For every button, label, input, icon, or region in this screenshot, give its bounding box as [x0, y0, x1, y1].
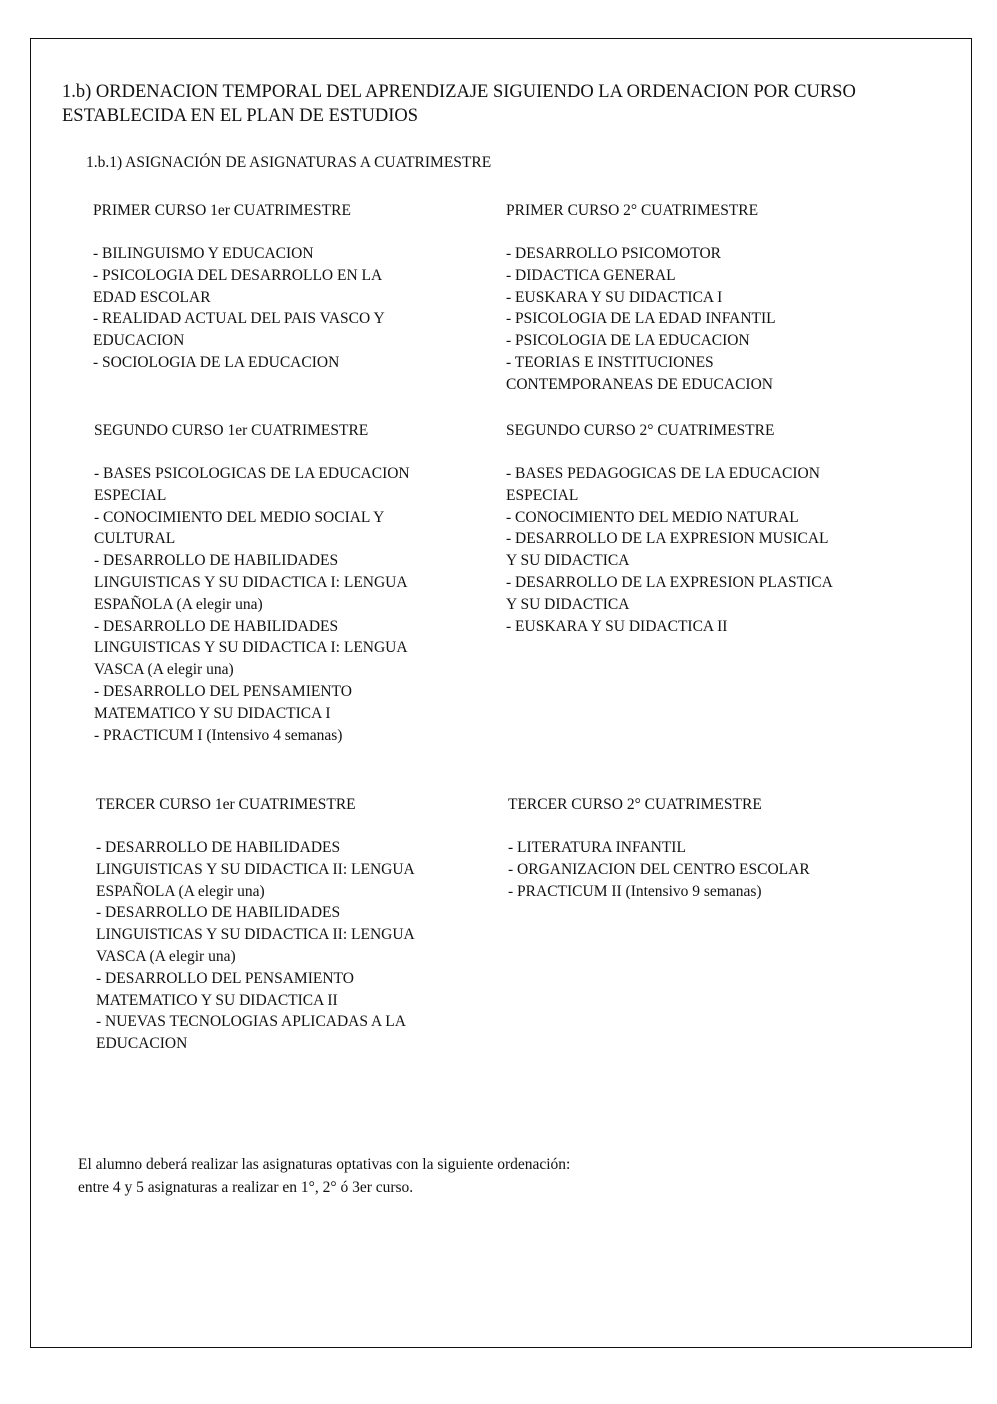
- heading-segundo-curso-1: SEGUNDO CURSO 1er CUATRIMESTRE: [94, 422, 369, 439]
- heading-tercer-curso-2: TERCER CURSO 2° CUATRIMESTRE: [508, 796, 762, 813]
- list-tercer-curso-1: - DESARROLLO DE HABILIDADES LINGUISTICAS Y SU DIDACTICA II: LENGUA ESPAÑOLA (A elegir una) - DESARROLLO DE HABILIDADES LINGUISTICAS Y SU DIDACTICA II: LENGUA VASCA (A elegir una) - DESARROLLO DEL PENSAMIENTO MATEMATICO Y SU DIDACTICA II - NUEVAS TECNOLOGIAS APLICADAS A LA EDUCACION: [96, 839, 415, 1053]
- section-subtitle: 1.b.1) ASIGNACIÓN DE ASIGNATURAS A CUATRIMESTRE: [86, 154, 492, 171]
- list-tercer-curso-2: - LITERATURA INFANTIL - ORGANIZACION DEL CENTRO ESCOLAR - PRACTICUM II (Intensivo 9 semanas): [508, 839, 810, 900]
- heading-tercer-curso-1: TERCER CURSO 1er CUATRIMESTRE: [96, 796, 356, 813]
- heading-primer-curso-1: PRIMER CURSO 1er CUATRIMESTRE: [93, 202, 351, 219]
- list-primer-curso-1: - BILINGUISMO Y EDUCACION - PSICOLOGIA DEL DESARROLLO EN LA EDAD ESCOLAR - REALIDAD ACTUAL DEL PAIS VASCO Y EDUCACION - SOCIOLOGIA DE LA EDUCACION: [93, 245, 385, 371]
- optativas-note: El alumno deberá realizar las asignaturas optativas con la siguiente ordenación: entre 4 y 5 asignaturas a realizar en 1°, 2° ó 3er curso.: [78, 1156, 571, 1196]
- list-primer-curso-2: - DESARROLLO PSICOMOTOR - DIDACTICA GENERAL - EUSKARA Y SU DIDACTICA I - PSICOLOGIA DE LA EDAD INFANTIL - PSICOLOGIA DE LA EDUCACION - TEORIAS E INSTITUCIONES CONTEMPORANEAS DE EDUCACION: [506, 245, 776, 393]
- document-title: 1.b) ORDENACION TEMPORAL DEL APRENDIZAJE SIGUIENDO LA ORDENACION POR CURSO ESTABLECIDA EN EL PLAN DE ESTUDIOS: [62, 82, 856, 126]
- heading-primer-curso-2: PRIMER CURSO 2° CUATRIMESTRE: [506, 202, 759, 219]
- heading-segundo-curso-2: SEGUNDO CURSO 2° CUATRIMESTRE: [506, 422, 775, 439]
- list-segundo-curso-2: - BASES PEDAGOGICAS DE LA EDUCACION ESPECIAL - CONOCIMIENTO DEL MEDIO NATURAL - DESARROLLO DE LA EXPRESION MUSICAL Y SU DIDACTICA - DESARROLLO DE LA EXPRESION PLASTICA Y SU DIDACTICA - EUSKARA Y SU DIDACTICA II: [506, 465, 833, 635]
- list-segundo-curso-1: - BASES PSICOLOGICAS DE LA EDUCACION ESPECIAL - CONOCIMIENTO DEL MEDIO SOCIAL Y CULTURAL - DESARROLLO DE HABILIDADES LINGUISTICAS Y SU DIDACTICA I: LENGUA ESPAÑOLA (A elegir una) - DESARROLLO DE HABILIDADES LINGUISTICAS Y SU DIDACTICA I: LENGUA VASCA (A elegir una) - DESARROLLO DEL PENSAMIENTO MATEMATICO Y SU DIDACTICA I - PRACTICUM I (Intensivo 4 semanas): [94, 465, 410, 744]
